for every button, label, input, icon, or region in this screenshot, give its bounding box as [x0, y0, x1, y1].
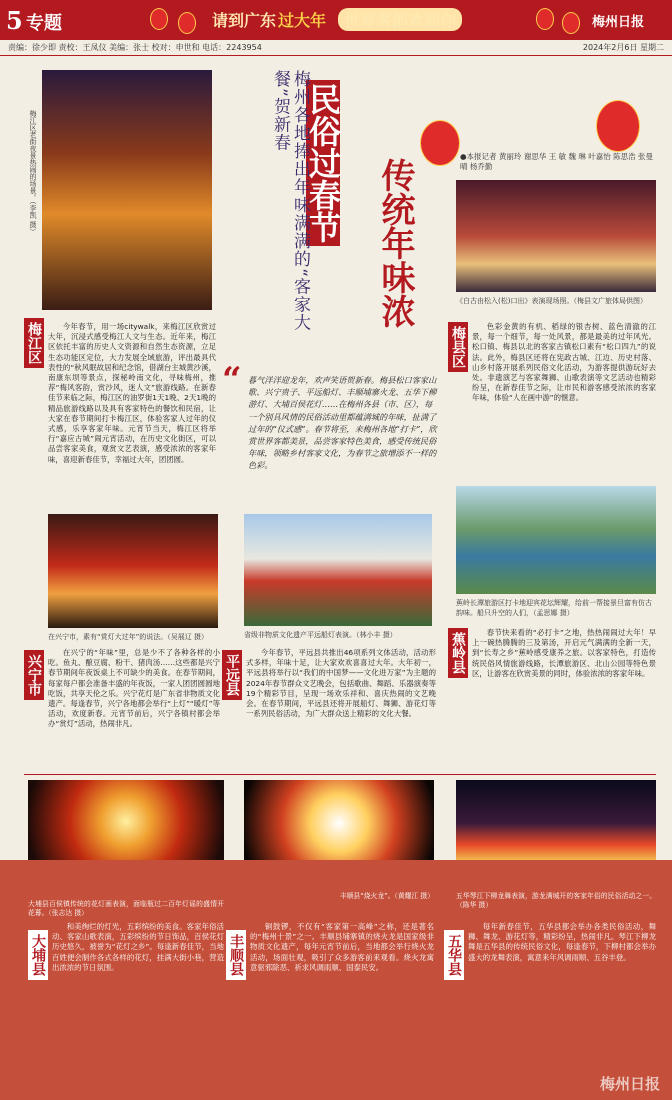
lantern-icon: [150, 8, 168, 30]
paper-name: 梅州日报: [592, 15, 645, 30]
byline-label: ●本报记者: [460, 152, 497, 161]
region-label-jiaoling: 蕉岭县: [448, 628, 468, 678]
photo-caption-fengshun: 丰顺县“烧火龙”。（黄耀江 摄）: [339, 892, 434, 900]
paper-watermark: 梅州日报: [599, 1075, 660, 1093]
byline: [460, 152, 660, 172]
region-label-dabu: 大埔县: [28, 930, 48, 980]
article-jiaoling: 春节快来看的“必打卡”之地，热热闹闹过大年！早上一碗热腾腾的三及第汤，开启元气满满的全新一天，到“长寿之乡”蕉岭感受康养之旅。以客家特色，打造传统民俗风情旅游线路，长潭旅游区、北山公园等特色景区，让游客在欣赏美景的同时，体验浓浓的客家年味。: [472, 628, 656, 678]
lead-paragraph: 暮气洋洋迎龙年，欢声笑语贺新春。梅县松口客家山歌、兴宁贵子、平远船灯、丰顺埔寨火龙、五华下柳游灯、大埔百侯花灯……在梅州各县（市、区），每一个别具风情的民俗活动里都蕴满城的年味，扯满了过年的“仪式感”。春节将至，来梅州各地“打卡”，欣赏世界客都美景，品尝客家特色美食，感受传统民俗年味，领略乡村客家文化，为春节之旅增添不一样的色彩。: [248, 375, 437, 471]
photo-meixian-performance: [456, 180, 656, 292]
photo-caption-pingyuan: 省级非物质文化遗产平远船灯表演。（林小丰 摄）: [244, 631, 397, 639]
lantern-icon: [562, 12, 580, 34]
quote-mark: “: [222, 360, 242, 400]
lantern-icon: [596, 100, 640, 152]
editors-line: 责编：徐少即 责校：王凤仪 美编：张士 校对：申世和 电话：2243954: [8, 43, 262, 52]
photo-jiaoling-lake: [456, 486, 656, 594]
page-banner: [0, 0, 672, 40]
divider: [24, 774, 656, 775]
page-number: 5: [6, 6, 23, 35]
region-label-wuhua: 五华县: [444, 930, 464, 980]
article-meijiang: 今年春节，用一场citywalk，来梅江区欣赏过大年，沉浸式感受梅江人文与生态。近年来，梅江区依托丰富的历史人文资源和自然生态资源，立足生态功能区定位，大力发展全域旅游，评出最具代表性的“秋风眠故居和纪念馆，借湖台主城黄沙溪，南康东坝等景点，探秘岭南文化，寻味梅州，推荐“梅风客韵，赏沙风，迷人文”旅游线路。在新春佳节来临之际，梅江区的油罗街1天1晚、2天1晚的精品旅游线路以及具有客家特色的餐饮和民宿，让大家在春节期间打卡梅江区，体验客家人过年的仪式感，乐享客家年味。元宵节当天，梅江区将举行“嘉应古城”闹元宵活动，在历史文化街区，可以品尝客家美食，观赏文艺表演，感受浓浓的客家年味，喜迎新春佳节，幸福过大年，团团圆。: [48, 322, 216, 464]
photo-xingning-lanterns: [48, 514, 218, 628]
photo-caption-meijiang: 梅江区老街夜景热闹的场景。（李凯 摄）: [29, 110, 37, 235]
info-bar: [0, 40, 672, 56]
article-dabu: 和美绚烂的灯光，五彩缤纷的美食。客家年俗活动、客家山歌表演，五彩缤纷的节日饰品，百侯花灯历史悠久，被誉为“花灯之乡”。每逢新春佳节，当地百姓便会制作各式各样的花灯，挂满大街小巷，营造出浓浓的节日氛围。: [52, 922, 224, 972]
region-label-xingning: 兴宁市: [24, 650, 44, 700]
headline-main1: 民俗过春节: [306, 80, 340, 246]
photo-caption-xingning: 在兴宁市，素有“赏灯大过年”的说法。（吴展辽 摄）: [48, 633, 208, 641]
article-pingyuan: 今年春节，平远县共推出46项系列文体活动，活动形式多样，年味十足，让大家欢欢喜喜过大年。大年初一，平远县将举行以“我们的中国梦——文化进万家”为主题的2024年春节群众文艺晚会，包括歌曲、舞蹈、乐器演奏等19个精彩节目，呈现一场欢乐祥和、喜庆热闹的文艺晚会。在春节期间，平远县还将开展船灯、舞狮、游花灯等一系列民俗活动，为广大群众送上精彩的文化大餐。: [246, 648, 436, 719]
article-xingning: 在兴宁的“年味”里，总是少不了各种各样的小吃。鱼丸、酿豆腐、粉干、猪肉汤……这些都是兴宁春节期间年夜饭桌上不可缺少的美食。在春节期间，每家每户都会准备丰盛的年夜饭，一家人团团圆圆地吃饭，共享天伦之乐。兴宁花灯是广东省非物质文化遗产。每逢春节，兴宁各地都会举行“上灯”“暖灯”等活动，欢度新春。元宵节前后，兴宁各镇村都会举办“赏灯”活动，热闹非凡。: [48, 648, 220, 729]
article-meixian: 色彩金黄的有机、稻绿的银杏树、蓝色清澈的江景，每一个细节，每一处风景，都是最美的过年风光。松口镇、梅县以北的客家古镇松口素有“松口四九”的说法。此外，梅县区还将在宪政古城、江边、历史村落、山乡村落开展系列民俗文化活动，为游客提供游玩好去处。非遗演艺与客家舞狮、山歌表演等文艺活动也精彩纷呈，在新春佳节之际，让市民和游客感受浓浓的客家年味，体验“人在画中游”的惬意。: [472, 322, 656, 403]
photo-caption-wuhua: 五华琴江下柳龙舞表演，游龙满城开的客家年俗的民俗活动之一。（陈华 摄）: [456, 892, 656, 909]
lantern-icon: [536, 8, 554, 30]
headline-subhead: 梅州各地捧出年味满满的“客家大餐”贺新春: [270, 70, 310, 332]
slogan-highlight: 过大年: [278, 11, 327, 30]
byline-names: 黄丽玲 谢思华 王 敏 魏 琳 叶嘉怡 陈思浩 张曼晴 杨乔勤: [460, 152, 654, 171]
article-fengshun: 铜鼓锣，不仅有“客家第一高峰”之称，还是著名的“梅州十景”之一。丰顺县埔寨镇的烧火龙是国家级非物质文化遗产，每年元宵节前后，当地都会举行烧火龙活动，场面壮观，吸引了众多游客前来观看。烧火龙寓意驱邪除恶、祈求风调雨顺、国泰民安。: [250, 922, 434, 972]
slogan: [212, 8, 464, 34]
region-label-pingyuan: 平远县: [222, 650, 242, 700]
lantern-icon: [420, 120, 460, 166]
photo-caption-dabu: 大埔县百侯镇传统的花灯画表演，面临瓶过二百年灯谣的盛情开花幕。（张志达 摄）: [28, 900, 224, 917]
region-label-meijiang: 梅江区: [24, 318, 44, 368]
slogan-part2: 世界客都欢迎你: [338, 8, 462, 31]
photo-pingyuan-boat-lantern: [244, 514, 432, 626]
region-label-fengshun: 丰顺县: [226, 930, 246, 980]
slogan-part1: 请到广东: [212, 11, 277, 30]
photo-caption-jiaoling: 蕉岭长潭旅游区打卡地迎宾花坛辉耀，给前一帮接景旦富有仿古韵味。船只升空的人们，（孟思娜 摄）: [456, 599, 652, 617]
article-wuhua: 每年新春佳节，五华县都会举办各类民俗活动，舞狮、舞龙、游花灯等，精彩纷呈，热闹非凡。琴江下柳龙舞是五华县的传统民俗文化，每逢春节，下柳村都会举办盛大的龙舞表演，寓意来年风调雨顺、五谷丰登。: [468, 922, 656, 962]
footer-band: [0, 860, 672, 1100]
region-label-meixian: 梅县区: [448, 322, 468, 372]
headline-main2: 传统年味浓: [375, 158, 415, 328]
issue-date: 2024年2月6日 星期二: [582, 43, 664, 52]
photo-meijiang-night-street: [42, 70, 212, 310]
lantern-icon: [178, 12, 196, 34]
section-title: 专题: [26, 13, 62, 34]
photo-caption-meixian: 《白古由松入(松)口出》表演现场照。（梅县文广旅体局供图）: [456, 297, 647, 305]
